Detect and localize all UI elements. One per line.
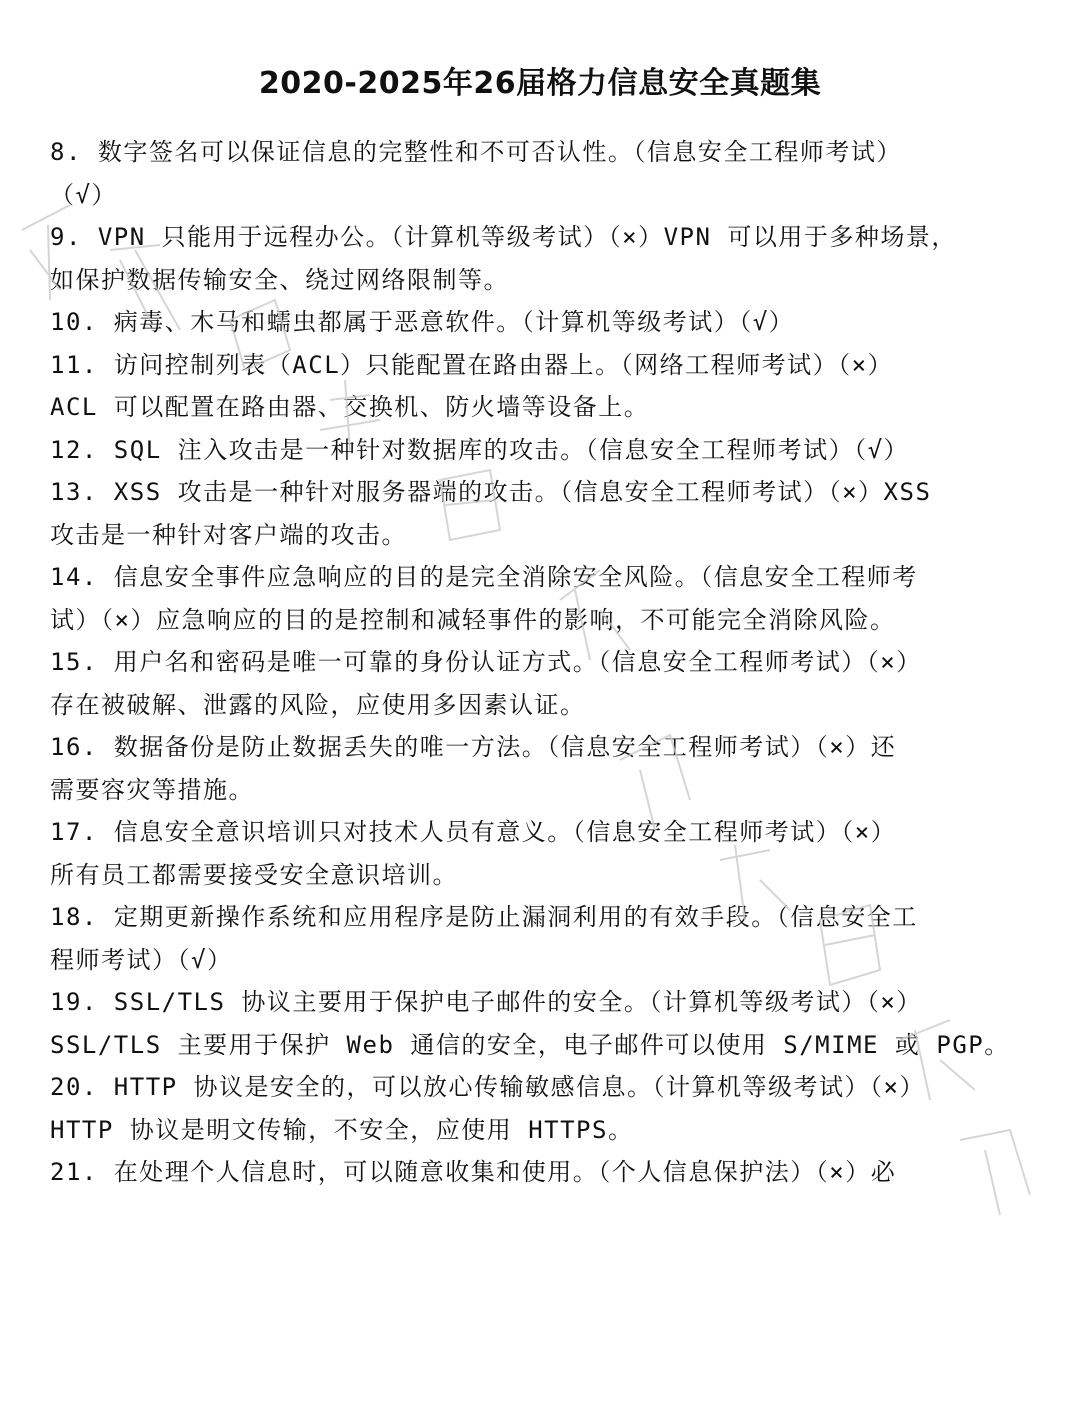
text-line: 所有员工都需要接受安全意识培训。 bbox=[50, 860, 458, 889]
text-line: 攻击是一种针对客户端的攻击。 bbox=[50, 520, 407, 549]
text-line: 18. 定期更新操作系统和应用程序是防止漏洞利用的有效手段。（信息安全工 bbox=[50, 903, 918, 931]
text-line: 19. SSL/TLS 协议主要用于保护电子邮件的安全。（计算机等级考试）（×） bbox=[50, 988, 922, 1016]
text-line: 如保护数据传输安全、绕过网络限制等。 bbox=[50, 265, 509, 294]
text-line: ACL 可以配置在路由器、交换机、防火墙等设备上。 bbox=[50, 393, 650, 421]
text-line: HTTP 协议是明文传输，不安全，应使用 HTTPS。 bbox=[50, 1115, 634, 1144]
text-line: 12. SQL 注入攻击是一种针对数据库的攻击。（信息安全工程师考试）（√） bbox=[50, 435, 910, 464]
text-line: 需要容灾等措施。 bbox=[50, 775, 254, 804]
text-line: 21. 在处理个人信息时，可以随意收集和使用。（个人信息保护法）（×）必 bbox=[50, 1158, 897, 1186]
question-list bbox=[50, 131, 1040, 1194]
text-line: 存在被破解、泄露的风险，应使用多因素认证。 bbox=[50, 690, 586, 719]
text-line: 15. 用户名和密码是唯一可靠的身份认证方式。（信息安全工程师考试）（×） bbox=[50, 648, 922, 676]
text-line: （√） bbox=[50, 180, 117, 209]
text-line: 11. 访问控制列表（ACL）只能配置在路由器上。（网络工程师考试）（×） bbox=[50, 350, 894, 379]
page-title: 2020-2025年26届格力信息安全真题集 bbox=[258, 66, 822, 101]
text-line: 17. 信息安全意识培训只对技术人员有意义。（信息安全工程师考试）（×） bbox=[50, 818, 897, 846]
text-line: 9. VPN 只能用于远程办公。（计算机等级考试）（×）VPN 可以用于多种场景， bbox=[50, 223, 957, 251]
text-line: 程师考试）（√） bbox=[50, 945, 233, 974]
text-line: 8. 数字签名可以保证信息的完整性和不可否认性。（信息安全工程师考试） bbox=[50, 138, 902, 166]
text-line: 16. 数据备份是防止数据丢失的唯一方法。（信息安全工程师考试）（×）还 bbox=[50, 733, 897, 761]
text-line: 14. 信息安全事件应急响应的目的是完全消除安全风险。（信息安全工程师考 bbox=[50, 563, 918, 591]
text-line: 10. 病毒、木马和蠕虫都属于恶意软件。（计算机等级考试）（√） bbox=[50, 308, 795, 336]
text-line: 13. XSS 攻击是一种针对服务器端的攻击。（信息安全工程师考试）（×）XSS bbox=[50, 478, 932, 506]
text-line: 20. HTTP 协议是安全的，可以放心传输敏感信息。（计算机等级考试）（×） bbox=[50, 1073, 925, 1101]
text-line: SSL/TLS 主要用于保护 Web 通信的安全，电子邮件可以使用 S/MIME 或 PGP。 bbox=[50, 1030, 1010, 1059]
text-line: 试）（×）应急响应的目的是控制和减轻事件的影响，不可能完全消除风险。 bbox=[50, 605, 896, 634]
